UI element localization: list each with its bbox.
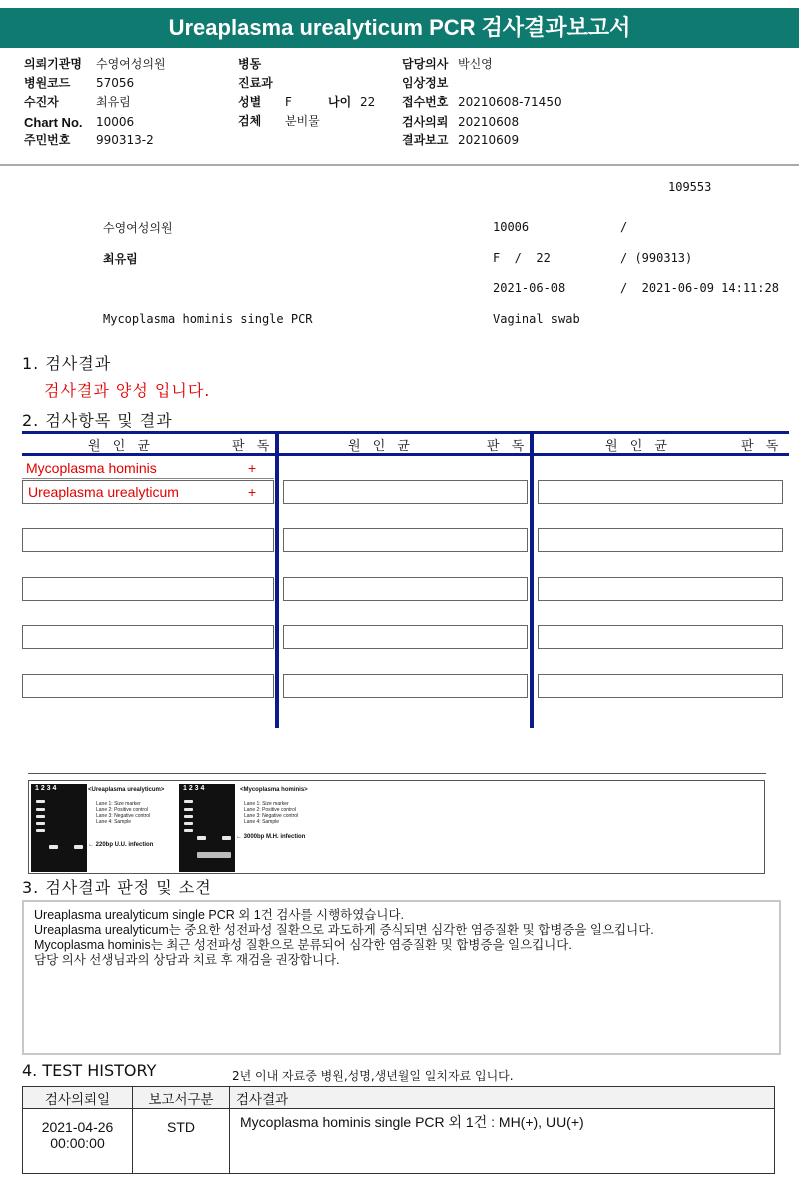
history-type: STD	[133, 1109, 230, 1174]
value-patient: 최유림	[96, 95, 131, 109]
gel-band	[36, 800, 45, 803]
opinion-line: Mycoplasma hominis는 최근 성전파성 질환으로 분류되어 심각한 염증질환 및 합병증을 일으킵니다.	[34, 938, 572, 952]
gel-title-ureaplasma: <Ureaplasma urealyticum>	[88, 787, 165, 793]
col-header-organism-3: 원 인 균	[605, 439, 671, 454]
gel-band	[74, 845, 83, 849]
gel-band	[184, 815, 193, 818]
history-header-type: 보고서구분	[133, 1087, 230, 1109]
empty-cell	[538, 480, 783, 504]
gel-divider	[28, 773, 766, 774]
result-summary: 검사결과 양성 입니다.	[44, 381, 211, 400]
label-sex: 성별	[238, 95, 262, 109]
empty-cell	[22, 625, 274, 649]
result-value-1: +	[248, 460, 257, 476]
gel-image-panel	[28, 780, 765, 874]
result-value-2: +	[248, 484, 257, 500]
label-department: 진료과	[238, 76, 273, 90]
gel-band	[36, 815, 45, 818]
value-chart-no: 10006	[96, 115, 135, 129]
history-date-time: 00:00:00	[50, 1135, 105, 1151]
empty-cell	[538, 674, 783, 698]
section-1-title: 1. 검사결과	[22, 354, 112, 373]
label-receipt-no: 접수번호	[402, 95, 449, 109]
grid-divider-2	[530, 431, 534, 728]
history-table	[22, 1086, 775, 1174]
history-header-date: 검사의뢰일	[23, 1087, 133, 1109]
empty-cell	[283, 480, 528, 504]
label-chart-no: Chart No.	[24, 115, 83, 130]
info-ssn: / (990313)	[620, 251, 693, 265]
info-patient: 최유림	[103, 252, 138, 266]
gel-title-mycoplasma: <Mycoplasma hominis>	[240, 787, 308, 793]
report-title: Ureaplasma urealyticum PCR 검사결과보고서	[0, 8, 799, 48]
value-specimen: 분비물	[285, 114, 320, 128]
gel-band	[184, 829, 193, 832]
value-sex: F	[285, 95, 292, 109]
opinion-line: Ureaplasma urealyticum single PCR 외 1건 검사를 시행하였습니다.	[34, 908, 404, 922]
col-header-judgement-3: 판 독	[741, 439, 783, 454]
value-receipt-no: 20210608-71450	[458, 95, 562, 109]
gel-arrow-label: ← 3000bp M.H. infection	[236, 834, 306, 840]
value-report-date: 20210609	[458, 133, 520, 147]
section-4-title: 4. TEST HISTORY	[22, 1061, 157, 1080]
gel-lane-numbers: 1 2 3 4	[35, 785, 57, 792]
gel-band	[184, 800, 193, 803]
info-sex-age: F / 22	[493, 251, 551, 265]
empty-cell	[283, 577, 528, 601]
gel-lane-numbers: 1 2 3 4	[183, 785, 205, 792]
gel-arrow-label: ← 220bp U.U. infection	[88, 842, 154, 848]
info-report-datetime: / 2021-06-09 14:11:28	[620, 281, 779, 295]
gel-band	[36, 822, 45, 825]
label-ssn: 주민번호	[24, 133, 71, 147]
gel-note: Lane 3: Negative control	[244, 813, 299, 819]
label-report-date: 결과보고	[402, 133, 449, 147]
gel-band	[49, 845, 58, 849]
info-receive-date: 2021-06-08	[493, 281, 566, 295]
empty-cell	[538, 528, 783, 552]
label-ward: 병동	[238, 57, 262, 71]
gel-band	[197, 852, 231, 858]
info-specimen: Vaginal swab	[493, 312, 580, 326]
empty-cell	[538, 577, 783, 601]
label-doctor: 담당의사	[402, 57, 449, 71]
empty-cell	[538, 625, 783, 649]
value-hospital-code: 57056	[96, 76, 135, 90]
result-organism-2: Ureaplasma urealyticum	[28, 484, 179, 500]
result-organism-1: Mycoplasma hominis	[26, 460, 157, 476]
label-specimen: 검체	[238, 114, 262, 128]
info-clinic: 수영여성의원	[103, 221, 173, 235]
info-slash: /	[620, 220, 628, 234]
grid-divider-1	[275, 431, 279, 728]
info-chart: 10006	[493, 220, 530, 234]
section-3-title: 3. 검사결과 판정 및 소견	[22, 878, 212, 897]
empty-cell	[22, 528, 274, 552]
document-number: 109553	[668, 180, 712, 194]
gel-note: Lane 4: Sample	[244, 819, 280, 825]
label-request-date: 검사의뢰	[402, 115, 449, 129]
history-header-row	[23, 1087, 775, 1109]
label-patient: 수진자	[24, 95, 59, 109]
info-test-name: Mycoplasma hominis single PCR	[103, 312, 313, 326]
label-hospital-code: 병원코드	[24, 76, 71, 90]
col-header-organism-1: 원 인 균	[88, 439, 154, 454]
gel-note: Lane 3: Negative control	[96, 813, 151, 819]
opinion-line: 담당 의사 선생님과의 상담과 치료 후 재검을 권장합니다.	[34, 953, 340, 967]
history-date-day: 2021-04-26	[41, 1119, 114, 1135]
empty-cell	[283, 674, 528, 698]
gel-note: Lane 4: Sample	[96, 819, 132, 825]
gel-band	[222, 836, 231, 840]
row-1-underline	[22, 478, 274, 479]
col-header-judgement-1: 판 독	[232, 439, 274, 454]
value-request-date: 20210608	[458, 115, 520, 129]
value-age: 22	[360, 95, 376, 109]
gel-lane-image	[31, 784, 87, 872]
gel-band	[184, 822, 193, 825]
empty-cell	[283, 528, 528, 552]
empty-cell	[22, 577, 274, 601]
gel-lane-image	[179, 784, 235, 872]
value-ssn: 990313-2	[96, 133, 154, 147]
history-date	[23, 1109, 133, 1174]
opinion-line: Ureaplasma urealyticum는 중요한 성전파성 질환으로 과도하게 증식되면 심각한 염증질환 및 합병증을 일으킵니다.	[34, 923, 654, 937]
gel-note: Lane 2: Positive control	[244, 807, 296, 813]
empty-cell	[22, 674, 274, 698]
section-2-title: 2. 검사항목 및 결과	[22, 411, 173, 430]
gel-band	[36, 808, 45, 811]
history-note: 2년 이내 자료중 병원,성명,생년월일 일치자료 입니다.	[232, 1069, 514, 1083]
opinion-box	[22, 900, 781, 1055]
col-header-judgement-2: 판 독	[487, 439, 529, 454]
value-clinic: 수영여성의원	[96, 57, 166, 71]
label-clinic: 의뢰기관명	[24, 57, 82, 71]
gel-note: Lane 1: Size marker	[244, 801, 289, 807]
gel-band	[36, 829, 45, 832]
grid-top-rule	[22, 431, 789, 434]
gel-note: Lane 2: Positive control	[96, 807, 148, 813]
history-header-result: 검사결과	[230, 1087, 775, 1109]
history-result: Mycoplasma hominis single PCR 외 1건 : MH(+), UU(+)	[230, 1109, 775, 1174]
gel-band	[197, 836, 206, 840]
header-divider	[0, 164, 799, 166]
gel-band	[184, 808, 193, 811]
label-age: 나이	[328, 95, 352, 109]
label-clinical-info: 임상정보	[402, 76, 449, 90]
gel-note: Lane 1: Size marker	[96, 801, 141, 807]
value-doctor: 박신영	[458, 57, 493, 71]
table-row	[23, 1109, 775, 1174]
col-header-organism-2: 원 인 균	[348, 439, 414, 454]
empty-cell	[283, 625, 528, 649]
